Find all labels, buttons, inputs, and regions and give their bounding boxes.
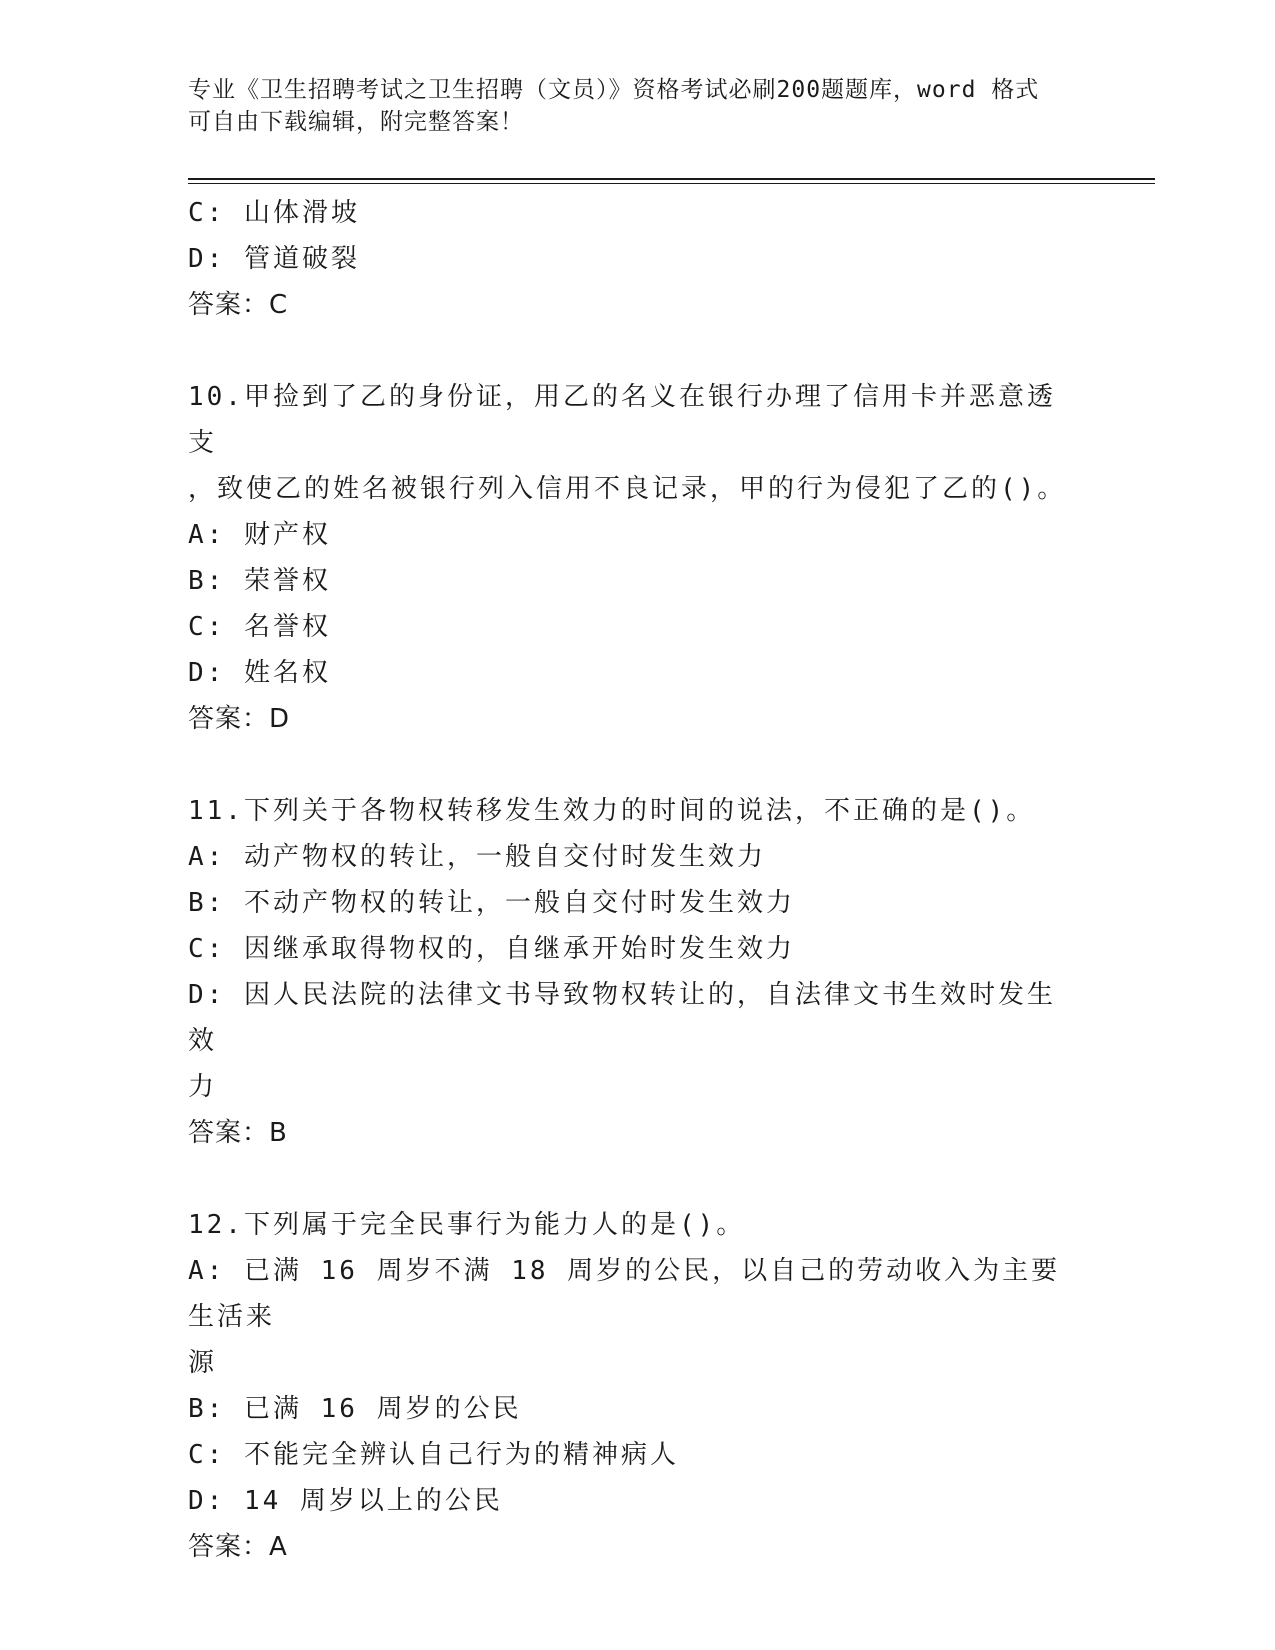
answer-line: 答案：C	[188, 290, 289, 320]
option-b: B: 不动产物权的转让，一般自交付时发生效力	[188, 888, 795, 918]
option-a-continued: 源	[188, 1348, 218, 1378]
question-9-partial	[188, 190, 1078, 328]
option-c: C: 山体滑坡	[188, 198, 360, 228]
spacer	[188, 742, 1078, 788]
spacer	[188, 328, 1078, 374]
option-d: D: 姓名权	[188, 658, 331, 688]
header-title-line-2: 可自由下载编辑，附完整答案！	[188, 109, 524, 135]
option-d-continued: 力	[188, 1072, 218, 1102]
question-stem-continued: ，致使乙的姓名被银行列入信用不良记录，甲的行为侵犯了乙的()。	[188, 474, 1067, 504]
option-b: B: 荣誉权	[188, 566, 331, 596]
option-a: A: 财产权	[188, 520, 331, 550]
question-11	[188, 788, 1078, 1156]
header-divider-thin	[188, 183, 1155, 184]
question-stem: 10.甲捡到了乙的身份证，用乙的名义在银行办理了信用卡并恶意透支	[188, 382, 1056, 458]
option-a: A: 动产物权的转让，一般自交付时发生效力	[188, 842, 766, 872]
question-10	[188, 374, 1078, 742]
answer-line: 答案：D	[188, 704, 291, 734]
question-stem: 11.下列关于各物权转移发生效力的时间的说法，不正确的是()。	[188, 796, 1036, 826]
header-divider-thick	[188, 178, 1155, 180]
option-d: D: 因人民法院的法律文书导致物权转让的，自法律文书生效时发生效	[188, 980, 1056, 1056]
option-b: B: 已满 16 周岁的公民	[188, 1394, 522, 1424]
question-stem: 12.下列属于完全民事行为能力人的是()。	[188, 1210, 746, 1240]
option-d: D: 管道破裂	[188, 244, 360, 274]
option-a: A: 已满 16 周岁不满 18 周岁的公民，以自己的劳动收入为主要生活来	[188, 1256, 1061, 1332]
answer-line: 答案：B	[188, 1118, 288, 1148]
option-d: D: 14 周岁以上的公民	[188, 1486, 503, 1516]
spacer	[188, 1156, 1078, 1202]
document-header	[188, 74, 1068, 138]
question-list	[188, 190, 1078, 1570]
question-12	[188, 1202, 1078, 1570]
option-c: C: 不能完全辨认自己行为的精神病人	[188, 1440, 679, 1470]
option-c: C: 因继承取得物权的，自继承开始时发生效力	[188, 934, 795, 964]
header-title-line-1: 专业《卫生招聘考试之卫生招聘（文员）》资格考试必刷200题题库，word 格式	[188, 77, 1040, 103]
answer-line: 答案：A	[188, 1532, 288, 1562]
option-c: C: 名誉权	[188, 612, 331, 642]
